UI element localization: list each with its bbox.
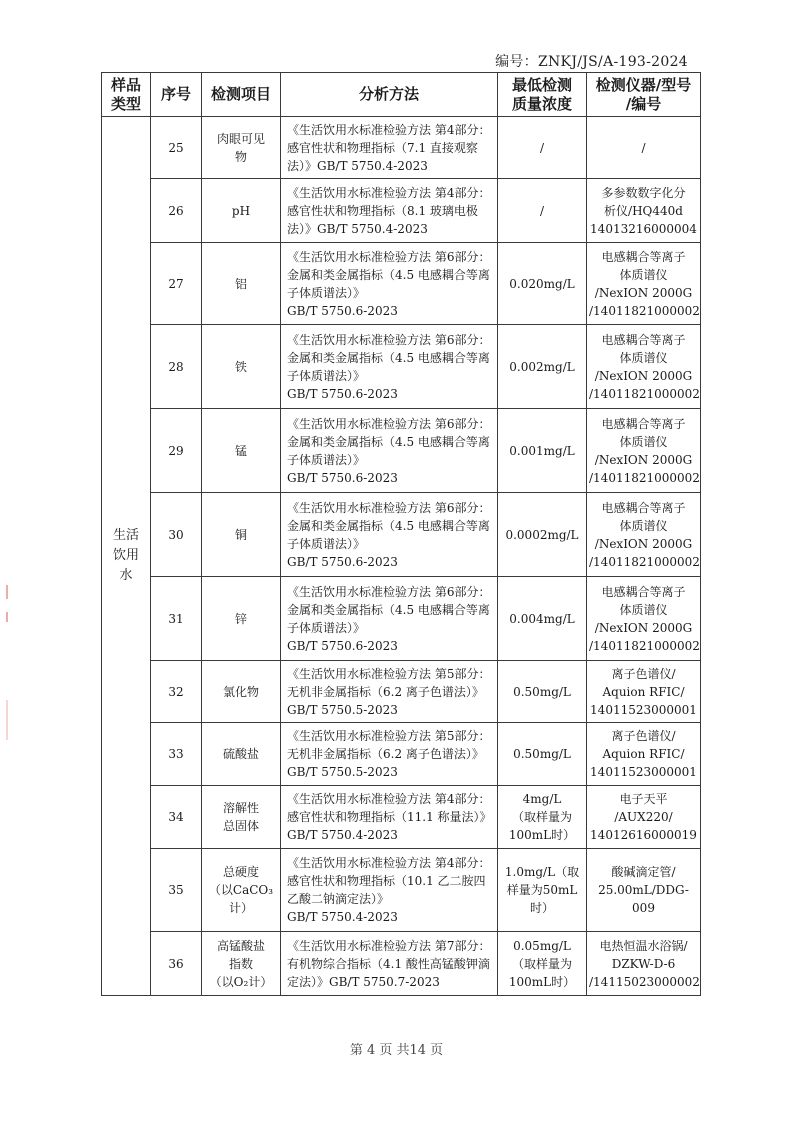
method-cell: 《生活饮用水标准检验方法 第4部分：感官性状和物理指标（11.1 称量法）》GB/T 5750.4-2023 [281, 786, 498, 849]
header-method: 分析方法 [281, 73, 498, 117]
seq-cell: 25 [151, 117, 202, 179]
seq-cell: 28 [151, 325, 202, 409]
item-cell: 氯化物 [202, 661, 281, 723]
method-cell: 《生活饮用水标准检验方法 第4部分：感官性状和物理指标（8.1 玻璃电极法）》GB/T 5750.4-2023 [281, 179, 498, 243]
instrument-cell: 电感耦合等离子 体质谱仪 /NexION 2000G /14011821000002 [587, 409, 701, 493]
min-conc-cell: 0.50mg/L [498, 661, 587, 723]
method-cell: 《生活饮用水标准检验方法 第4部分：感官性状和物理指标（7.1 直接观察法）》GB/T 5750.4-2023 [281, 117, 498, 179]
seq-cell: 27 [151, 243, 202, 325]
method-cell: 《生活饮用水标准检验方法 第5部分：无机非金属指标（6.2 离子色谱法）》GB/T 5750.5-2023 [281, 661, 498, 723]
item-cell: 铁 [202, 325, 281, 409]
seq-cell: 29 [151, 409, 202, 493]
min-conc-cell: 0.001mg/L [498, 409, 587, 493]
min-conc-cell: 0.0002mg/L [498, 493, 587, 577]
instrument-cell: 电热恒温水浴锅/ DZKW-D-6 /14115023000002 [587, 932, 701, 996]
method-cell: 《生活饮用水标准检验方法 第6部分：金属和类金属指标（4.5 电感耦合等离子体质谱法）》 GB/T 5750.6-2023 [281, 493, 498, 577]
header-seq: 序号 [151, 73, 202, 117]
item-cell: 总硬度 （以CaCO₃ 计） [202, 849, 281, 932]
table-row [102, 325, 701, 409]
item-cell: 硫酸盐 [202, 723, 281, 786]
seq-cell: 35 [151, 849, 202, 932]
item-cell: 铝 [202, 243, 281, 325]
instrument-cell: 电感耦合等离子 体质谱仪 /NexION 2000G /14011821000002 [587, 325, 701, 409]
table-row [102, 723, 701, 786]
table-row [102, 577, 701, 661]
table-row [102, 493, 701, 577]
table-row [102, 409, 701, 493]
table-row [102, 849, 701, 932]
method-cell: 《生活饮用水标准检验方法 第7部分：有机物综合指标（4.1 酸性高锰酸钾滴定法）》GB/T 5750.7-2023 [281, 932, 498, 996]
instrument-cell: 酸碱滴定管/ 25.00mL/DDG-009 [587, 849, 701, 932]
min-conc-cell: 1.0mg/L（取 样量为50mL 时） [498, 849, 587, 932]
min-conc-cell: 0.50mg/L [498, 723, 587, 786]
min-conc-cell: 0.020mg/L [498, 243, 587, 325]
item-cell: 肉眼可见 物 [202, 117, 281, 179]
sample-type-cell: 生活 饮用 水 [102, 117, 151, 996]
seq-cell: 30 [151, 493, 202, 577]
instrument-cell: 离子色谱仪/ Aquion RFIC/ 14011523000001 [587, 661, 701, 723]
method-cell: 《生活饮用水标准检验方法 第6部分：金属和类金属指标（4.5 电感耦合等离子体质谱法）》 GB/T 5750.6-2023 [281, 325, 498, 409]
table-row [102, 661, 701, 723]
instrument-cell: 离子色谱仪/ Aquion RFIC/ 14011523000001 [587, 723, 701, 786]
header-item: 检测项目 [202, 73, 281, 117]
method-cell: 《生活饮用水标准检验方法 第5部分：无机非金属指标（6.2 离子色谱法）》GB/T 5750.5-2023 [281, 723, 498, 786]
method-cell: 《生活饮用水标准检验方法 第4部分：感官性状和物理指标（10.1 乙二胺四乙酸二钠滴定法）》 GB/T 5750.4-2023 [281, 849, 498, 932]
instrument-cell: 多参数数字化分 析仪/HQ440d 14013216000004 [587, 179, 701, 243]
min-conc-cell: / [498, 117, 587, 179]
item-cell: 溶解性 总固体 [202, 786, 281, 849]
seq-cell: 34 [151, 786, 202, 849]
min-conc-cell: 0.002mg/L [498, 325, 587, 409]
margin-mark [6, 612, 8, 622]
item-cell: 高锰酸盐 指数 （以O₂计） [202, 932, 281, 996]
table-row [102, 786, 701, 849]
margin-mark [6, 585, 8, 599]
instrument-cell: / [587, 117, 701, 179]
min-conc-cell: 0.05mg/L （取样量为 100mL时） [498, 932, 587, 996]
header-min-conc: 最低检测 质量浓度 [498, 73, 587, 117]
table-row [102, 179, 701, 243]
method-cell: 《生活饮用水标准检验方法 第6部分：金属和类金属指标（4.5 电感耦合等离子体质谱法）》 GB/T 5750.6-2023 [281, 409, 498, 493]
document-number: 编号：ZNKJ/JS/A-193-2024 [495, 54, 688, 70]
instrument-cell: 电感耦合等离子 体质谱仪 /NexION 2000G /14011821000002 [587, 243, 701, 325]
seq-cell: 26 [151, 179, 202, 243]
instrument-cell: 电感耦合等离子 体质谱仪 /NexION 2000G /14011821000002 [587, 493, 701, 577]
table-header-row [102, 73, 701, 117]
page-footer: 第 4 页 共14 页 [349, 1043, 444, 1058]
test-methods-table [101, 72, 701, 996]
item-cell: 铜 [202, 493, 281, 577]
instrument-cell: 电感耦合等离子 体质谱仪 /NexION 2000G /14011821000002 [587, 577, 701, 661]
seq-cell: 33 [151, 723, 202, 786]
min-conc-cell: 4mg/L （取样量为 100mL时） [498, 786, 587, 849]
seq-cell: 32 [151, 661, 202, 723]
seq-cell: 31 [151, 577, 202, 661]
seq-cell: 36 [151, 932, 202, 996]
header-sample-type: 样品 类型 [102, 73, 151, 117]
table-row [102, 932, 701, 996]
table-row [102, 117, 701, 179]
instrument-cell: 电子天平 /AUX220/ 14012616000019 [587, 786, 701, 849]
header-instrument: 检测仪器/型号 /编号 [587, 73, 701, 117]
method-cell: 《生活饮用水标准检验方法 第6部分：金属和类金属指标（4.5 电感耦合等离子体质谱法）》 GB/T 5750.6-2023 [281, 577, 498, 661]
min-conc-cell: 0.004mg/L [498, 577, 587, 661]
item-cell: 锰 [202, 409, 281, 493]
item-cell: 锌 [202, 577, 281, 661]
item-cell: pH [202, 179, 281, 243]
method-cell: 《生活饮用水标准检验方法 第6部分：金属和类金属指标（4.5 电感耦合等离子体质谱法）》 GB/T 5750.6-2023 [281, 243, 498, 325]
margin-mark [6, 700, 8, 740]
min-conc-cell: / [498, 179, 587, 243]
table-row [102, 243, 701, 325]
